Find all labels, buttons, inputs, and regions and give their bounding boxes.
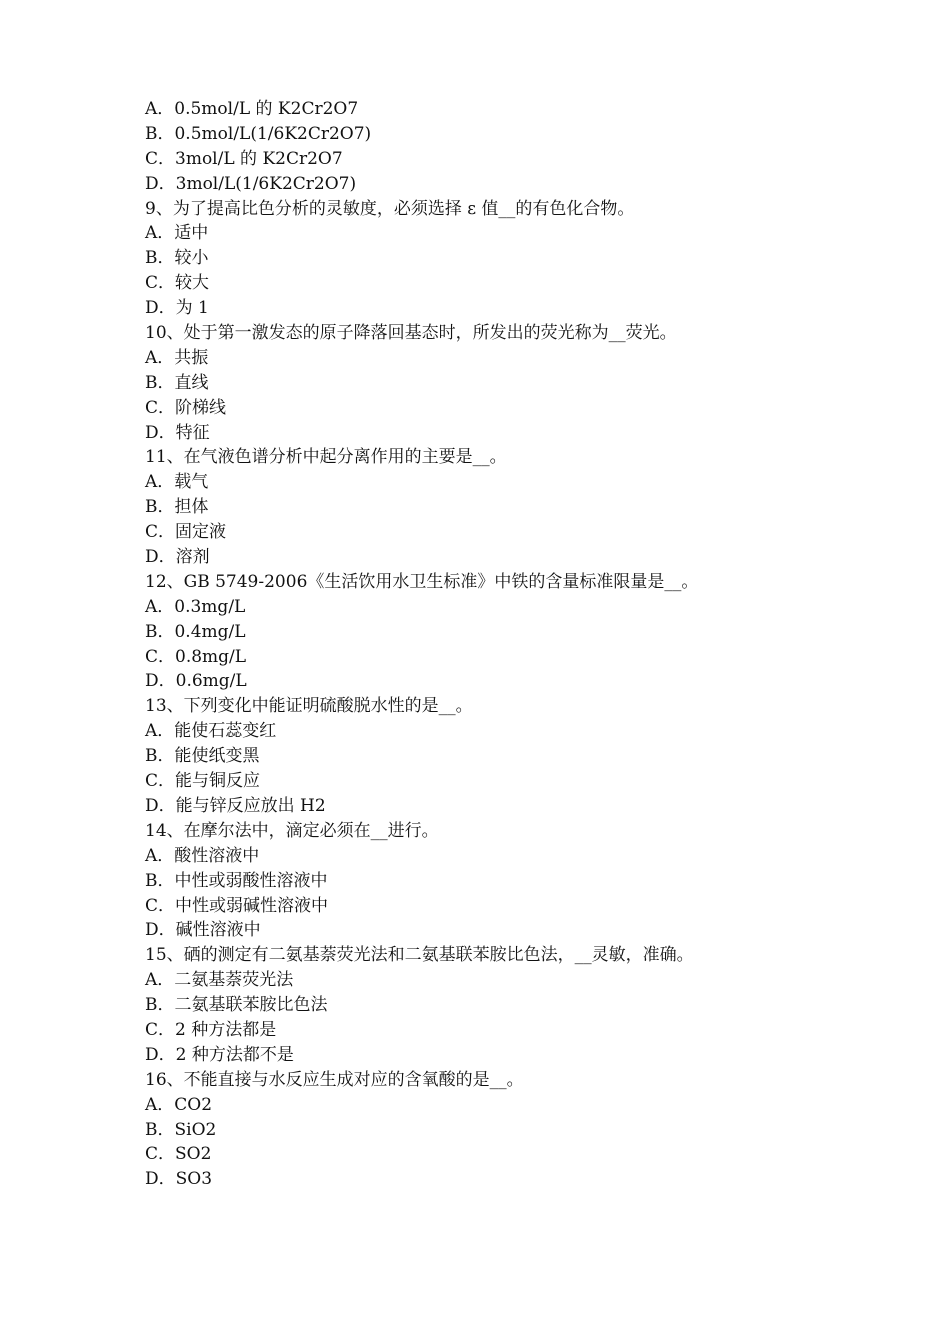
question-line: 14、在摩尔法中，滴定必须在__进行。 [145, 820, 439, 841]
option-line: D．SO3 [145, 1169, 213, 1190]
option-line: D．为 1 [145, 298, 209, 319]
option-line: D．能与锌反应放出 H2 [145, 795, 326, 816]
option-line: B．中性或弱酸性溶液中 [145, 870, 328, 891]
option-line: D．特征 [145, 422, 210, 443]
option-line: D．碱性溶液中 [145, 920, 261, 941]
option-line: B．0.4mg/L [145, 621, 246, 642]
option-line: A．载气 [145, 472, 209, 493]
option-line: C．3mol/L 的 K2Cr2O7 [145, 148, 343, 169]
option-line: C．2 种方法都是 [145, 1019, 277, 1040]
option-line: A．能使石蕊变红 [145, 721, 277, 742]
question-line: 9、为了提高比色分析的灵敏度，必须选择 ε 值__的有色化合物。 [145, 198, 635, 219]
option-line: B．二氨基联苯胺比色法 [145, 995, 328, 1016]
option-line: B．0.5mol/L(1/6K2Cr2O7) [145, 123, 372, 144]
option-line: C．中性或弱碱性溶液中 [145, 895, 329, 916]
option-line: C．0.8mg/L [145, 646, 247, 667]
question-line: 15、硒的测定有二氨基萘荧光法和二氨基联苯胺比色法，__灵敏，准确。 [145, 945, 694, 966]
option-line: D．2 种方法都不是 [145, 1044, 294, 1065]
option-line: D．3mol/L(1/6K2Cr2O7) [145, 173, 357, 194]
option-line: B．SiO2 [145, 1119, 217, 1140]
option-line: D．溶剂 [145, 547, 210, 568]
option-line: A．共振 [145, 347, 209, 368]
question-line: 16、不能直接与水反应生成对应的含氧酸的是__。 [145, 1069, 524, 1090]
option-line: A．二氨基萘荧光法 [145, 970, 294, 991]
option-line: A．酸性溶液中 [145, 845, 260, 866]
document-body [145, 97, 865, 1192]
option-line: C．较大 [145, 273, 210, 294]
option-line: A．0.3mg/L [145, 596, 246, 617]
option-line: B．担体 [145, 497, 209, 518]
option-line: B．能使纸变黑 [145, 746, 260, 767]
option-line: C．SO2 [145, 1144, 212, 1165]
option-line: C．阶梯线 [145, 397, 227, 418]
question-line: 11、在气液色谱分析中起分离作用的主要是__。 [145, 447, 507, 468]
option-line: D．0.6mg/L [145, 671, 247, 692]
question-line: 12、GB 5749-2006《生活饮用水卫生标准》中铁的含量标准限量是__。 [145, 571, 699, 592]
question-line: 13、下列变化中能证明硫酸脱水性的是__。 [145, 696, 473, 717]
option-line: B．直线 [145, 372, 209, 393]
option-line: A．0.5mol/L 的 K2Cr2O7 [145, 99, 359, 119]
option-line: A．适中 [145, 223, 209, 244]
option-line: C．固定液 [145, 522, 227, 543]
question-line: 10、处于第一激发态的原子降落回基态时，所发出的荧光称为__荧光。 [145, 323, 677, 344]
option-line: B．较小 [145, 248, 209, 269]
option-line: A．CO2 [145, 1094, 213, 1115]
option-line: C．能与铜反应 [145, 771, 261, 792]
